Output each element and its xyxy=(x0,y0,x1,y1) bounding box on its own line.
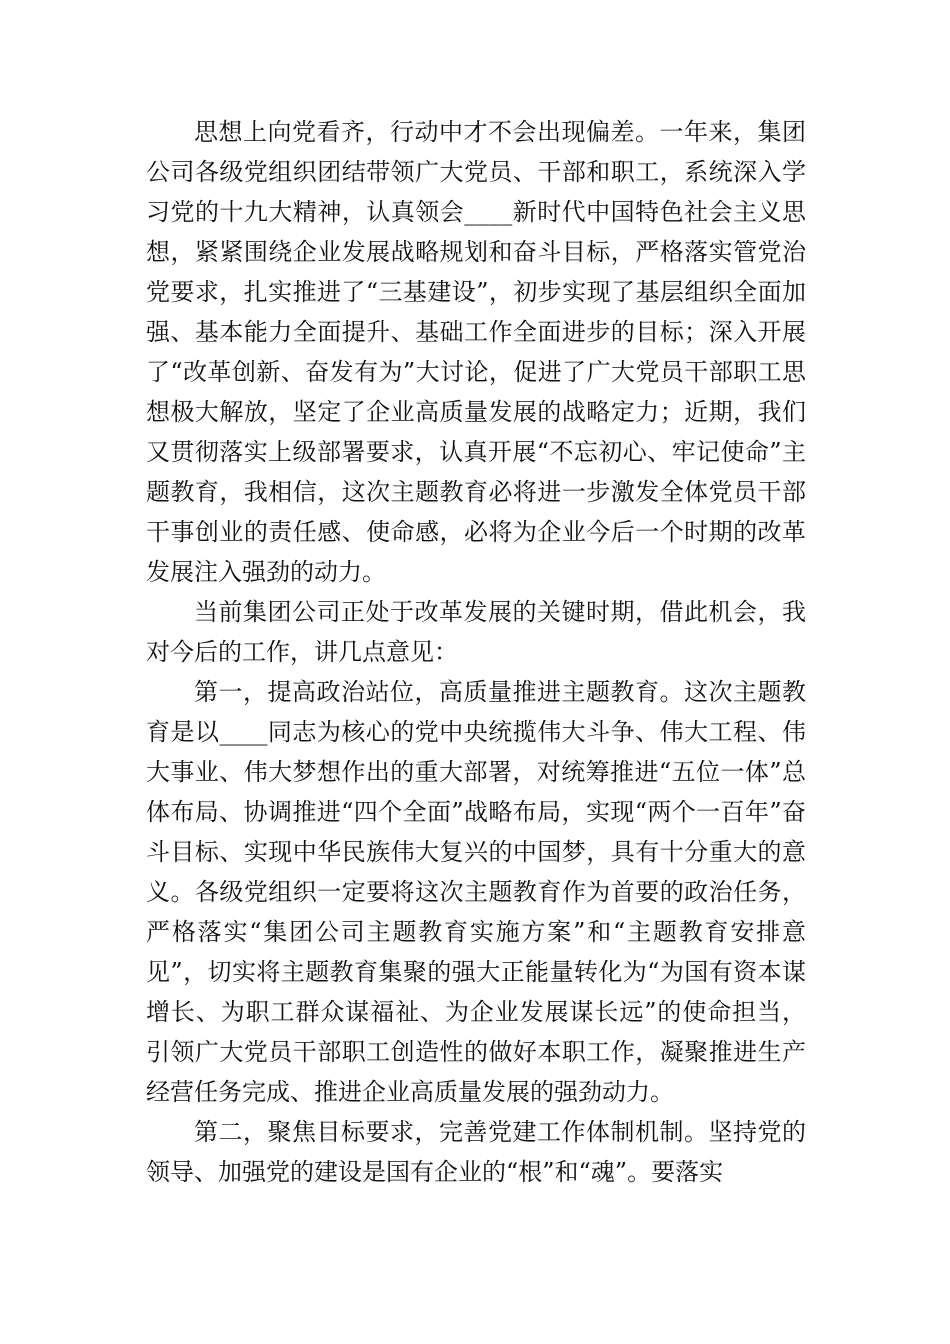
document-page xyxy=(146,112,806,1192)
paragraph-1: 思想上向党看齐，行动中才不会出现偏差。一年来，集团公司各级党组织团结带领广大党员、干部和职工，系统深入学习党的十九大精神，认真领会____新时代中国特色社会主义思想，紧紧围绕企业发展战略规划和奋斗目标，严格落实管党治党要求，扎实推进了“三基建设”，初步实现了基层组织全面加强、基本能力全面提升、基础工作全面进步的目标；深入开展了“改革创新、奋发有为”大讨论，促进了广大党员干部职工思想极大解放，坚定了企业高质量发展的战略定力；近期，我们又贯彻落实上级部署要求，认真开展“不忘初心、牢记使命”主题教育，我相信，这次主题教育必将进一步激发全体党员干部干事创业的责任感、使命感，必将为企业今后一个时期的改革发展注入强劲的动力。 xyxy=(146,118,806,586)
paragraph-4: 第二，聚焦目标要求，完善党建工作体制机制。坚持党的领导、加强党的建设是国有企业的“根”和“魂”。要落实 xyxy=(146,1118,806,1186)
paragraph-3: 第一，提高政治站位，高质量推进主题教育。这次主题教育是以____同志为核心的党中央统揽伟大斗争、伟大工程、伟大事业、伟大梦想作出的重大部署，对统筹推进“五位一体”总体布局、协调推进“四个全面”战略布局，实现“两个一百年”奋斗目标、实现中华民族伟大复兴的中国梦，具有十分重大的意义。各级党组织一定要将这次主题教育作为首要的政治任务，严格落实“集团公司主题教育实施方案”和“主题教育安排意见”，切实将主题教育集聚的强大正能量转化为“为国有资本谋增长、为职工群众谋福祉、为企业发展谋长远”的使命担当，引领广大党员干部职工创造性的做好本职工作，凝聚推进生产经营任务完成、推进企业高质量发展的强劲动力。 xyxy=(146,678,806,1106)
paragraph-2: 当前集团公司正处于改革发展的关键时期，借此机会，我对今后的工作，讲几点意见： xyxy=(146,598,806,666)
